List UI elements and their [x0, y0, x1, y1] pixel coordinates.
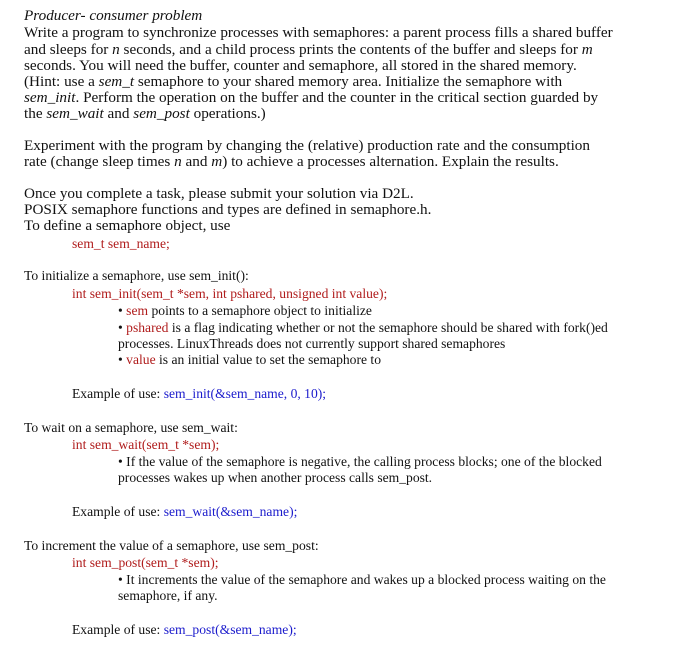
init-bullet-sem: • sem points to a semaphore object to initialize [118, 303, 372, 318]
init-bullet-value: • value is an initial value to set the semaphore to [118, 352, 381, 367]
init-example: Example of use: sem_init(&sem_name, 0, 10); [72, 386, 327, 401]
init-heading: To initialize a semaphore, use sem_init(): [24, 268, 249, 283]
problem-title: Producer- consumer problem [24, 7, 203, 24]
wait-example: Example of use: sem_wait(&sem_name); [72, 504, 298, 519]
intro-line-1: Write a program to synchronize processes with semaphores: a parent process fills a shared buffer [24, 24, 613, 41]
post-bullet: • It increments the value of the semaphore and wakes up a blocked process waiting on the [118, 572, 606, 587]
wait-signature: int sem_wait(sem_t *sem); [72, 437, 220, 452]
post-signature: int sem_post(sem_t *sem); [72, 555, 219, 570]
post-heading: To increment the value of a semaphore, use sem_post: [24, 538, 319, 553]
intro-line-4: (Hint: use a sem_t semaphore to your shared memory area. Initialize the semaphore with [24, 73, 563, 90]
wait-bullet-cont: processes wakes up when another process calls sem_post. [118, 470, 433, 485]
wait-heading: To wait on a semaphore, use sem_wait: [24, 420, 238, 435]
define-line: To define a semaphore object, use [24, 217, 231, 234]
intro-line-5: sem_init. Perform the operation on the buffer and the counter in the critical section guarded by [24, 89, 599, 106]
wait-bullet: • If the value of the semaphore is negative, the calling process blocks; one of the blocked [118, 454, 602, 469]
experiment-line-1: Experiment with the program by changing the (relative) production rate and the consumption [24, 137, 590, 154]
intro-line-6: the sem_wait and sem_post operations.) [24, 105, 266, 122]
intro-line-3: seconds. You will need the buffer, counter and semaphore, all stored in the shared memory. [24, 57, 577, 74]
init-bullet-pshared: • pshared is a flag indicating whether or not the semaphore should be shared with fork()ed [118, 320, 608, 335]
define-code: sem_t sem_name; [72, 236, 170, 251]
post-example: Example of use: sem_post(&sem_name); [72, 622, 297, 637]
intro-line-2: and sleeps for n seconds, and a child process prints the contents of the buffer and sleeps for m [24, 41, 593, 58]
init-signature: int sem_init(sem_t *sem, int pshared, unsigned int value); [72, 286, 388, 301]
posix-line: POSIX semaphore functions and types are defined in semaphore.h. [24, 201, 432, 218]
experiment-line-2: rate (change sleep times n and m) to achieve a processes alternation. Explain the results. [24, 153, 559, 170]
init-bullet-pshared-cont: processes. LinuxThreads does not currently support shared semaphores [118, 336, 506, 351]
submit-line: Once you complete a task, please submit your solution via D2L. [24, 185, 414, 202]
post-bullet-cont: semaphore, if any. [118, 588, 218, 603]
